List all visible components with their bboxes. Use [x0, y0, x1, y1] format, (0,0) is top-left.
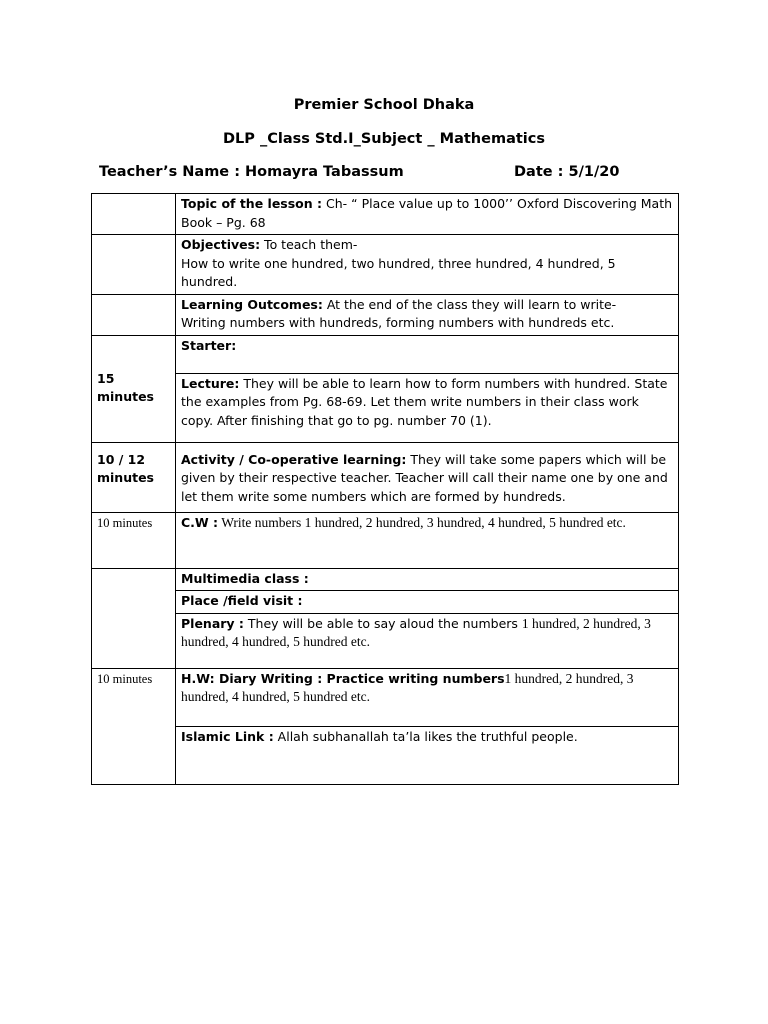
objectives-text: How to write one hundred, two hundred, three hundred, 4 hundred, 5 hundred. — [181, 255, 616, 289]
field-visit-row — [92, 591, 679, 614]
lesson-plan-table — [91, 193, 679, 785]
outcomes-cell — [176, 294, 679, 335]
topic-row — [92, 194, 679, 235]
homework-label: H.W: Diary Writing : Practice writing numbers — [181, 670, 505, 686]
school-name: Premier School Dhaka — [293, 97, 475, 113]
classwork-label: C.W : — [181, 514, 219, 530]
activity-text: They will take some papers which will be given by their respective teacher. Teacher will call their name one by one and let them write some numbers which are formed by hundreds. — [181, 451, 668, 504]
plenary-label: Plenary : — [181, 615, 244, 631]
classwork-cell — [176, 512, 679, 568]
lecture-text: They will be able to learn how to form numbers with hundred. State the examples from Pg. 68-69. Let them write numbers in their class work copy. After finishing that go to pg. number 70 (1). — [181, 375, 668, 428]
activity-label: Activity / Co-operative learning: — [181, 451, 407, 467]
plenary-numbers: 1 hundred, 2 hundred, 3 hundred, 4 hundred, 5 hundred etc. — [181, 615, 651, 649]
classwork-time: 10 minutes — [92, 512, 176, 568]
homework-time: 10 minutes — [92, 668, 176, 784]
islamic-link-row — [92, 726, 679, 784]
outcomes-row — [92, 294, 679, 335]
multimedia-row — [92, 568, 679, 591]
starter-label: Starter: — [181, 337, 237, 353]
plenary-row — [92, 613, 679, 668]
activity-time: 10 / 12 minutes — [92, 442, 176, 512]
homework-cell — [176, 668, 679, 726]
objectives-intro: To teach them- — [260, 237, 358, 252]
activity-cell — [176, 442, 679, 512]
islamic-link-text: Allah subhanallah ta’la likes the truthful people. — [273, 728, 578, 744]
field-visit-label: Place /field visit : — [181, 593, 303, 608]
lecture-row — [92, 373, 679, 442]
topic-label: Topic of the lesson : — [181, 196, 323, 211]
classwork-row — [92, 512, 679, 568]
multimedia-cell — [176, 568, 679, 591]
field-visit-cell — [176, 591, 679, 614]
classwork-text: Write numbers 1 hundred, 2 hundred, 3 hundred, 4 hundred, 5 hundred etc. — [218, 514, 626, 530]
time-cell-empty — [92, 235, 176, 295]
dlp-title: DLP _Class Std.I_Subject _ Mathematics — [223, 131, 545, 147]
time-cell-empty — [92, 294, 176, 335]
islamic-link-label: Islamic Link : — [181, 728, 274, 744]
lecture-label: Lecture: — [181, 375, 240, 391]
teacher-name: Teacher’s Name : Homayra Tabassum — [99, 164, 404, 180]
time-cell-empty — [92, 568, 176, 668]
starter-time: 15 minutes — [92, 335, 176, 442]
activity-row — [92, 442, 679, 512]
time-cell-empty — [92, 194, 176, 235]
homework-row — [92, 668, 679, 726]
lecture-cell — [176, 373, 679, 442]
islamic-link-cell — [176, 726, 679, 784]
starter-row — [92, 335, 679, 373]
plenary-cell — [176, 613, 679, 668]
outcomes-label: Learning Outcomes: — [181, 296, 323, 312]
plenary-text: They will be able to say aloud the numbers — [243, 615, 522, 631]
topic-cell — [176, 194, 679, 235]
starter-cell — [176, 335, 679, 373]
topic-text: Ch- “ Place value up to 1000’’ Oxford Discovering Math Book – Pg. 68 — [181, 196, 673, 230]
outcomes-intro: At the end of the class they will learn to write- — [322, 296, 617, 312]
homework-text: 1 hundred, 2 hundred, 3 hundred, 4 hundred, 5 hundred etc. — [181, 670, 634, 704]
outcomes-text: Writing numbers with hundreds, forming numbers with hundreds etc. — [181, 315, 615, 330]
objectives-row — [92, 235, 679, 295]
multimedia-label: Multimedia class : — [181, 570, 309, 586]
objectives-cell — [176, 235, 679, 295]
objectives-label: Objectives: — [181, 237, 261, 252]
lesson-date: Date : 5/1/20 — [514, 164, 620, 180]
